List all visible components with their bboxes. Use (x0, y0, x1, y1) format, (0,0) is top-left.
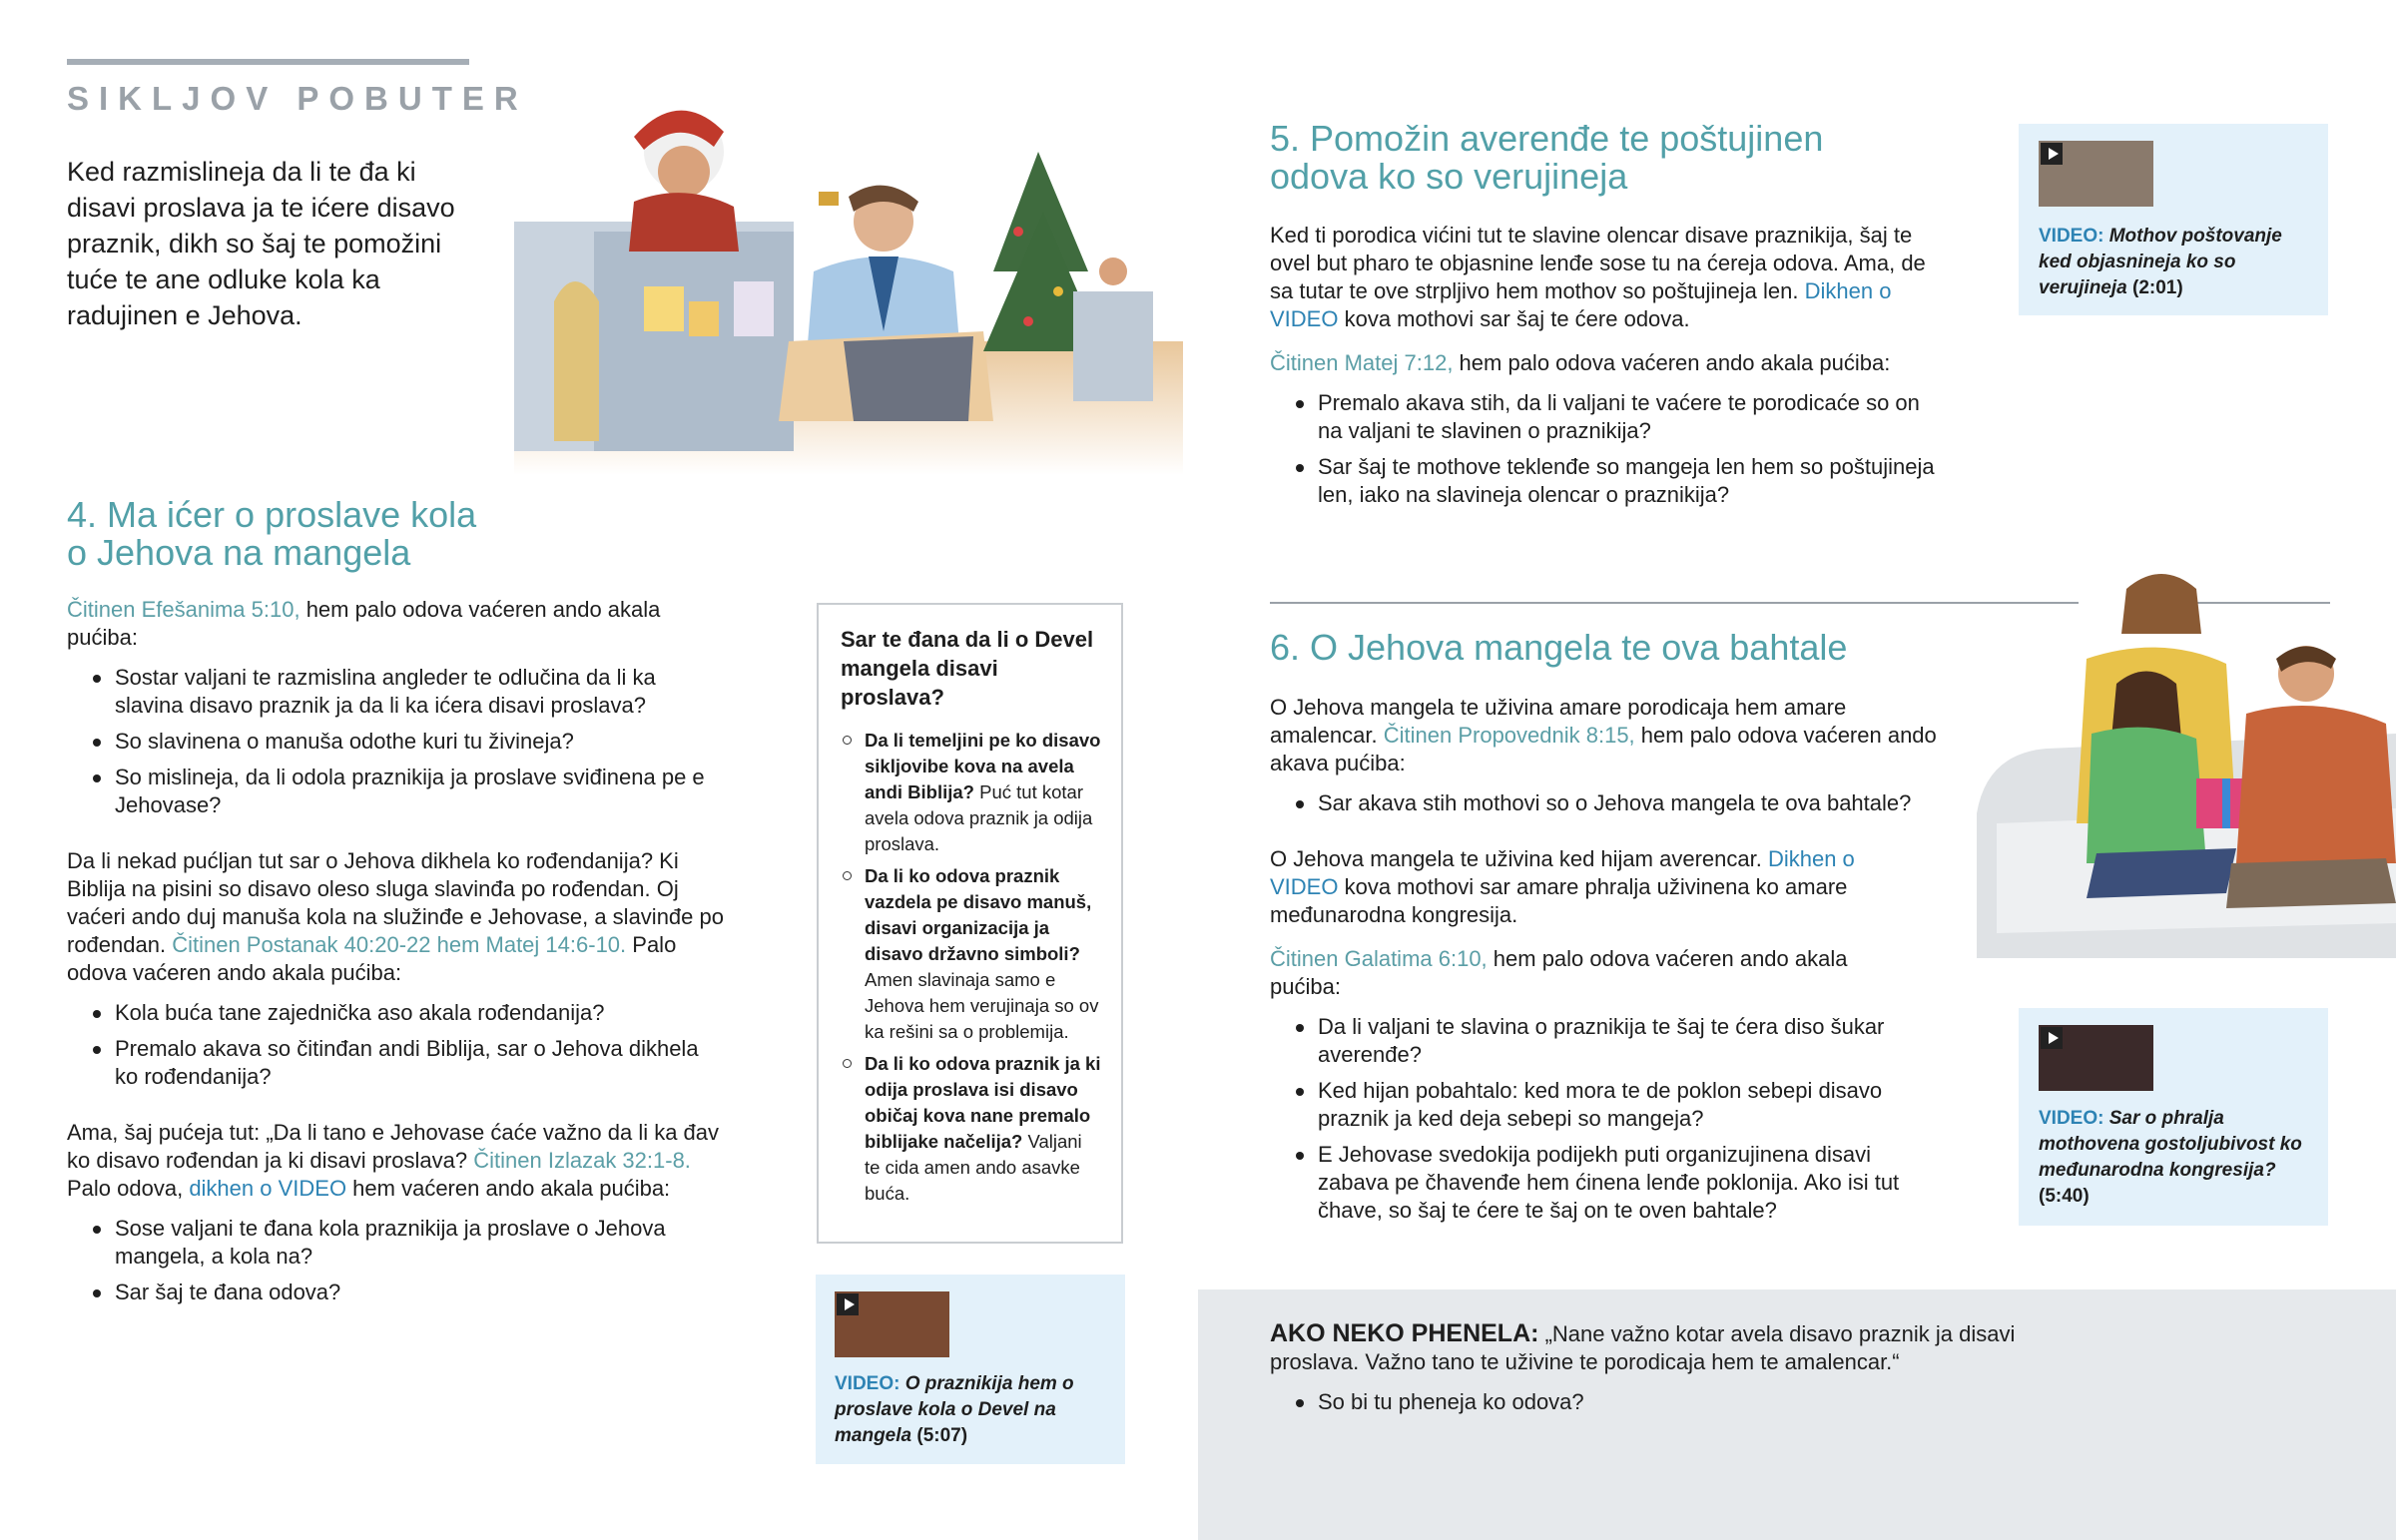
sidebar-answer: Puć tut kotar avela odova praznik ja odija proslava. (865, 781, 1093, 854)
video-thumbnail[interactable] (835, 1291, 949, 1357)
sidebar-question: Da li temeljini pe ko disavo sikljovibe kova na avela andi Biblija? (865, 730, 1101, 802)
video-title: Mothov poštovanje ked objasnineja ko so verujineja (2039, 226, 2282, 298)
section5-p2 (1270, 349, 1949, 377)
video-label: VIDEO: (835, 1373, 900, 1394)
sidebar-answer: Valjani te cida amen ando asavke buća. (865, 1131, 1082, 1204)
section5-title (1270, 120, 1889, 196)
paragraph-text: Da li nekad pućljan tut sar o Jehova dikhela ko rođendanija? Ki Biblija na pisini so disavo oleso sluga slavinđa po rođendan. Oj vaćeri ando duj manuša kola na služinđe e Jehovase, a slavinđe po rođendan. (67, 848, 724, 957)
section6-title: 6. O Jehova mangela te ova bahtale (1270, 627, 1848, 668)
list-item: E Jehovase svedokija podijekh puti organizujinena disavi zabava pe čhavenđe hem ćinena lenđe poklonija. Ako isi tut čhave, so šaj te ćere te šaj on te oven bahtale? (1270, 1141, 1929, 1225)
list-item: Da li valjani te slavina o praznikija te šaj te ćera diso šukar averenđe? (1270, 1013, 1929, 1069)
play-icon[interactable] (837, 1293, 859, 1315)
video-box-gostoljubivost[interactable] (2019, 1008, 2328, 1226)
video-duration: (5:40) (2039, 1186, 2090, 1207)
scripture-ref[interactable]: Čitinen Izlazak 32:1-8. (473, 1148, 691, 1173)
video-box-postovanje[interactable] (2019, 124, 2328, 315)
section6-p3 (1270, 945, 1909, 1001)
list-item: Sar šaj te mothove teklenđe so mangeja len hem so poštujineja len, iako na slavineja olencar o praznikija? (1270, 453, 1949, 509)
section-label: SIKLJOV POBUTER (67, 80, 528, 117)
list-item: Sar šaj te đana odova? (67, 1279, 726, 1306)
sidebar-title: Sar te đana da li o Devel mangela disavi proslava? (841, 627, 1094, 710)
video-label: VIDEO: (2039, 226, 2104, 247)
video-title: Sar o phralja mothovena gostoljubivost ko međunarodna kongresija? (2039, 1108, 2302, 1181)
video-thumbnail[interactable] (2039, 141, 2153, 207)
scripture-ref[interactable]: Čitinen Postanak 40:20-22 hem Matej 14:6-10. (172, 932, 627, 957)
section6-p2 (1270, 845, 1889, 929)
video-label: VIDEO: (2039, 1108, 2104, 1129)
video-caption (835, 1371, 1104, 1449)
section4-title-line2: o Jehova na mangela (67, 532, 411, 573)
office-illustration (514, 92, 1183, 475)
section-divider (1270, 602, 2079, 604)
section4-p2 (67, 847, 726, 987)
family-illustration (1977, 564, 2396, 958)
section6-p1 (1270, 694, 1959, 777)
video-box-praznikija[interactable] (816, 1275, 1125, 1464)
play-icon[interactable] (2041, 1027, 2063, 1049)
paragraph-text: O Jehova mangela te uživina amare porodicaja hem amare amalencar. (1270, 695, 1847, 748)
paragraph-text: kova mothovi sar šaj te ćere odova. (1338, 306, 1690, 331)
list-item: Premalo akava stih, da li valjani te vaćere te porodicaće so on na valjani te slavinen o praznikija? (1270, 389, 1949, 445)
top-rule (67, 59, 469, 65)
section6-bullets2 (1270, 1013, 1929, 1225)
list-item: Kola buća tane zajednička aso akala rođendanija? (67, 999, 726, 1027)
section6-title-wrap (1270, 629, 1889, 667)
section5-body (1270, 222, 1949, 509)
list-item: Sostar valjani te razmislina angleder te odlučina da li ka slavina disavo praznik ja da li ka ićera disavi proslava? (67, 664, 726, 720)
ako-neko-content (1270, 1319, 2029, 1416)
paragraph-text: hem palo odova vaćeren ando akava pućiba: (1270, 723, 1937, 775)
paragraph-text: Palo odova, (67, 1176, 190, 1201)
list-item: So mislineja, da li odola praznikija ja proslave sviđinena pe e Jehovase? (67, 764, 726, 819)
video-caption (2039, 224, 2318, 301)
section5-p1 (1270, 222, 1949, 333)
paragraph-text: hem palo odova vaćeren ando akala pućiba: (1453, 350, 1891, 375)
paragraph-text: hem vaćeren ando akala pućiba: (346, 1176, 671, 1201)
section4-bullets2 (67, 999, 726, 1091)
intro-text: Ked razmislineja da li te đa ki disavi proslava ja te ićere disavo praznik, dikh so šaj te pomožini tuće te ane odluke kola ka radujinen e Jehova. (67, 157, 455, 330)
section4-bullets1 (67, 664, 726, 819)
list-item: Premalo akava so čitinđan andi Biblija, sar o Jehova dikhela ko rođendanija? (67, 1035, 726, 1091)
paragraph-text: hem palo odova vaćeren ando akala pućiba: (1270, 946, 1848, 999)
section4-p3 (67, 1119, 726, 1203)
list-item: Sose valjani te đana kola praznikija ja proslave o Jehova mangela, a kola na? (67, 1215, 726, 1271)
video-thumbnail[interactable] (2039, 1025, 2153, 1091)
section4-bullets3 (67, 1215, 726, 1306)
section6-bullets1 (1270, 789, 1959, 817)
scripture-ref[interactable]: Čitinen Efešanima 5:10, (67, 597, 300, 622)
quote-text: „Nane važno kotar avela disavo praznik ja disavi proslava. Važno tano te uživine te porodicaja hem te amalencar.“ (1270, 1321, 2016, 1374)
list-item: Sar akava stih mothovi so o Jehova mangela te ova bahtale? (1270, 789, 1959, 817)
sidebar-item (841, 728, 1101, 857)
section6-body (1270, 694, 1959, 1225)
video-link[interactable]: dikhen o VIDEO (189, 1176, 347, 1201)
section4-body (67, 596, 726, 1306)
scripture-ref[interactable]: Čitinen Matej 7:12, (1270, 350, 1454, 375)
ako-neko-quote (1270, 1319, 2029, 1376)
ako-neko-bullets (1270, 1388, 2029, 1416)
sidebar-question-box (817, 603, 1123, 1244)
section4-title-line1: 4. Ma ićer o proslave kola (67, 494, 477, 535)
scripture-ref[interactable]: Čitinen Propovednik 8:15, (1383, 723, 1635, 748)
paragraph-text: O Jehova mangela te uživina ked hijam averencar. (1270, 846, 1768, 871)
list-item: Ked hijan pobahtalo: ked mora te de poklon sebepi disavo praznik ja ked deja sebepi so mangeja? (1270, 1077, 1929, 1133)
sidebar-answer: Amen slavinaja samo e Jehova hem verujinaja so ov ka rešini sa o problemija. (865, 969, 1099, 1042)
sidebar-question: Da li ko odova praznik ja ki odija proslava isi disavo običaj kova nane premalo biblijake načelija? (865, 1053, 1101, 1152)
paragraph-text: Ked ti porodica vićini tut te slavine olencar disave praznikija, šaj te ovel but pharo te objasnine lenđe sose tu na ćereja odova. Ama, de sa tutar te ove strpljivo hem mothov so poštujineja len. (1270, 223, 1926, 303)
video-caption (2039, 1106, 2318, 1210)
video-duration: (2:01) (2126, 277, 2183, 298)
section5-title-line2: odova ko so verujineja (1270, 156, 1628, 197)
sidebar-question: Da li ko odova praznik vazdela pe disavo manuš, disavi organizacija ja disavo državno simboli? (865, 865, 1092, 964)
section5-bullets (1270, 389, 1949, 509)
section4-p1 (67, 596, 726, 652)
paragraph-text: kova mothovi sar amare phralja uživinena ko amare međunarodna kongresija. (1270, 874, 1848, 927)
sidebar-item (841, 863, 1101, 1045)
video-link[interactable]: Dikhen o VIDEO (1270, 278, 1892, 331)
list-item: So slavinena o manuša odothe kuri tu živineja? (67, 728, 726, 756)
paragraph-text: Palo odova vaćeren ando akala pućiba: (67, 932, 677, 985)
paragraph-text: hem palo odova vaćeren ando akala pućiba: (67, 597, 661, 650)
ako-neko-label: AKO NEKO PHENELA: (1270, 1319, 1539, 1347)
scripture-ref[interactable]: Čitinen Galatima 6:10, (1270, 946, 1488, 971)
sidebar-item (841, 1051, 1101, 1207)
sidebar-list (841, 728, 1101, 1207)
video-title: O praznikija hem o proslave kola o Devel na mangela (835, 1373, 1074, 1446)
play-icon[interactable] (2041, 143, 2063, 165)
section5-title-line1: 5. Pomožin averenđe te poštujinen (1270, 118, 1824, 159)
video-duration: (5:07) (911, 1425, 968, 1446)
video-link[interactable]: Dikhen o VIDEO (1270, 846, 1855, 899)
list-item: So bi tu pheneja ko odova? (1270, 1388, 2029, 1416)
paragraph-text: Ama, šaj pućeja tut: „Da li tano e Jehovase ćaće važno da li ka đav ko disavo rođendan ja ki disavi proslava? (67, 1120, 720, 1173)
section4-title (67, 496, 626, 572)
